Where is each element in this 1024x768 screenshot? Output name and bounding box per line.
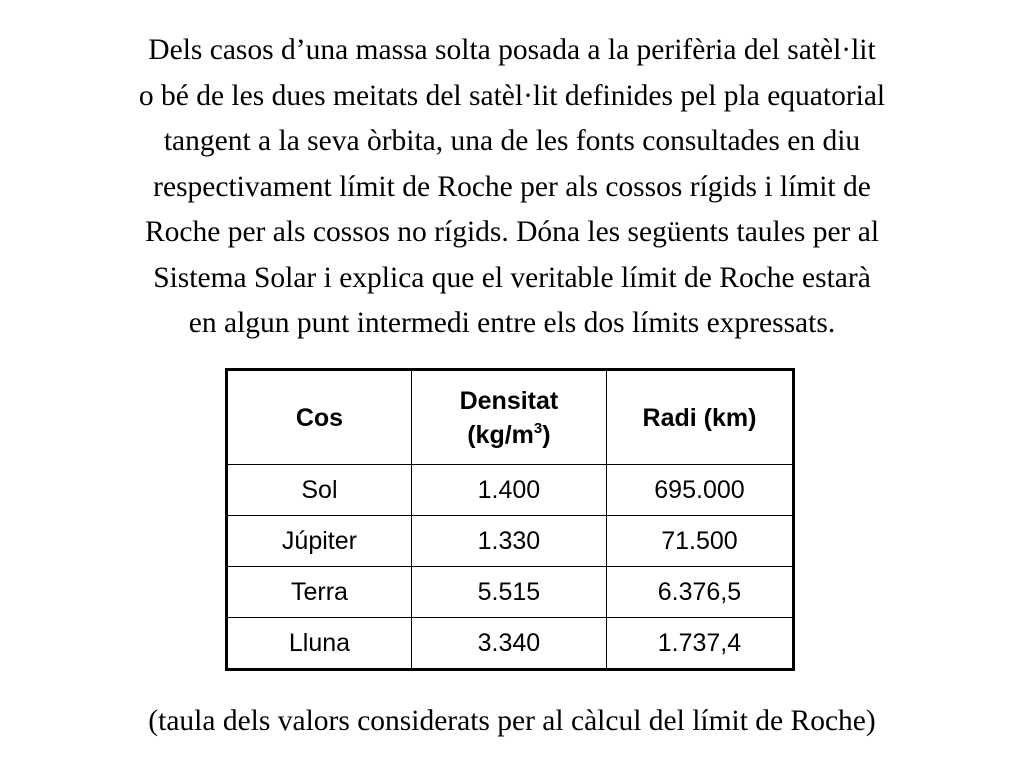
header-radius: Radi (km) — [606, 370, 793, 465]
table-caption: (taula dels valors considerats per al càlcul del límit de Roche) — [148, 705, 876, 737]
cell-body: Júpiter — [227, 516, 412, 567]
cell-radius: 695.000 — [606, 465, 793, 516]
table-row — [227, 567, 794, 618]
cell-radius: 71.500 — [606, 516, 793, 567]
paragraph-line: Roche per als cossos no rígids. Dóna les següents taules per al — [144, 216, 880, 248]
cell-radius: 1.737,4 — [606, 618, 793, 670]
cell-density: 1.400 — [411, 465, 606, 516]
cell-body: Lluna — [227, 618, 412, 670]
cell-density: 3.340 — [411, 618, 606, 670]
paragraph-line: Dels casos d’una massa solta posada a la perifèria del satèl·lit — [148, 34, 876, 66]
paragraph-line: tangent a la seva òrbita, una de les fonts consultades en diu — [163, 125, 861, 157]
table-row — [227, 618, 794, 670]
cell-density: 5.515 — [411, 567, 606, 618]
cell-radius: 6.376,5 — [606, 567, 793, 618]
roche-data-table — [225, 368, 795, 671]
cell-body: Terra — [227, 567, 412, 618]
intro-paragraph — [20, 28, 1004, 347]
header-body: Cos — [227, 370, 412, 465]
header-density — [411, 370, 606, 465]
table-header-row — [227, 370, 794, 465]
table-row — [227, 516, 794, 567]
paragraph-line: o bé de les dues meitats del satèl·lit definides pel pla equatorial — [138, 79, 886, 112]
cell-density: 1.330 — [411, 516, 606, 567]
header-density-label: Densitat — [459, 386, 559, 415]
paragraph-line: en algun punt intermedi entre els dos límits expressats. — [188, 307, 836, 339]
cell-body: Sol — [227, 465, 412, 516]
table-row — [227, 465, 794, 516]
paragraph-line: Sistema Solar i explica que el veritable límit de Roche estarà — [153, 261, 871, 294]
header-density-unit: $(kg/m^3)$ — [467, 419, 551, 449]
paragraph-line: respectivament límit de Roche per als cossos rígids i límit de — [153, 170, 871, 203]
